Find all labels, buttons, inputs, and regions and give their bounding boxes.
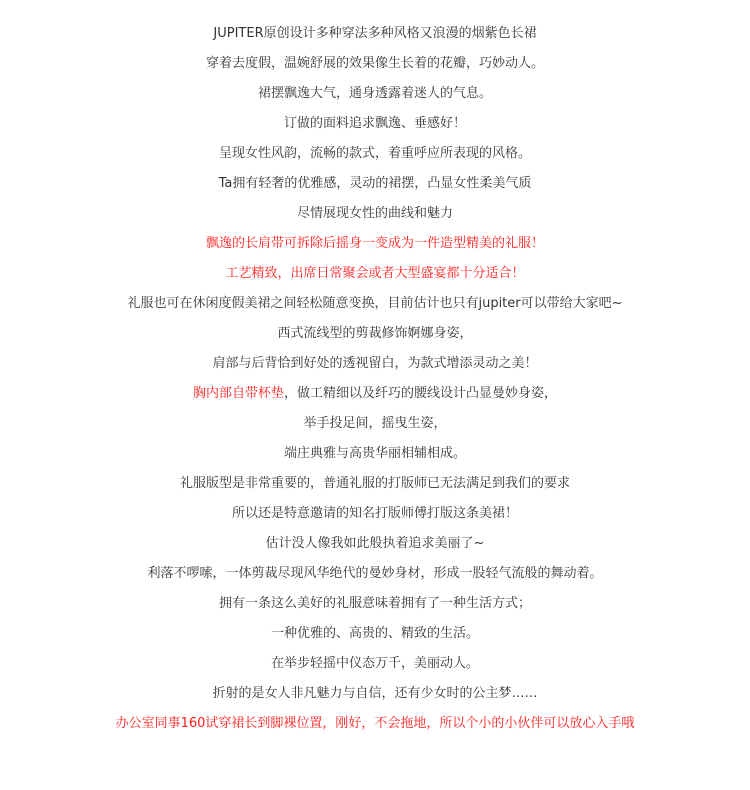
description-text: 在举步轻摇中仪态万千，美丽动人。 xyxy=(270,656,479,671)
description-text: 利落不啰嗦，一体剪裁尽现风华绝代的曼妙身材，形成一股轻气流般的舞动着。 xyxy=(147,566,603,581)
description-text: 所以还是特意邀请的知名打版师傅打版这条美裙！ xyxy=(231,506,518,521)
description-line xyxy=(0,412,750,442)
description-text: 折射的是女人非凡魅力与自信，还有少女时的公主梦…… xyxy=(212,686,538,701)
description-line xyxy=(0,712,750,742)
description-line xyxy=(0,352,750,382)
description-line xyxy=(0,172,750,202)
description-line xyxy=(0,112,750,142)
description-text: 办公室同事160试穿裙长到脚裸位置，刚好，不会拖地，所以个小的小伙伴可以放心入手哦 xyxy=(115,716,635,731)
description-line xyxy=(0,442,750,472)
description-line xyxy=(0,82,750,112)
description-line xyxy=(0,202,750,232)
description-line xyxy=(0,562,750,592)
description-text: 穿着去度假，温婉舒展的效果像生长着的花瓣，巧妙动人。 xyxy=(205,56,544,71)
description-text: Ta拥有轻奢的优雅感，灵动的裙摆，凸显女性柔美气质 xyxy=(218,176,532,191)
description-line xyxy=(0,382,750,412)
description-text: 肩部与后背恰到好处的透视留白，为款式增添灵动之美！ xyxy=(212,356,538,371)
description-text: 胸内部自带杯垫 xyxy=(192,386,284,401)
description-line xyxy=(0,232,750,262)
description-text: 拥有一条这么美好的礼服意味着拥有了一种生活方式； xyxy=(218,596,531,611)
description-line xyxy=(0,592,750,622)
description-line xyxy=(0,502,750,532)
description-line xyxy=(0,652,750,682)
description-line xyxy=(0,262,750,292)
description-text: JUPITER原创设计多种穿法多种风格又浪漫的烟紫色长裙 xyxy=(213,26,537,41)
description-text: 估计没人像我如此般执着追求美丽了~ xyxy=(265,536,485,551)
description-text: 礼服版型是非常重要的，普通礼服的打版师已无法满足到我们的要求 xyxy=(179,476,570,491)
description-text: 飘逸的长肩带可拆除后摇身一变成为一件造型精美的礼服！ xyxy=(205,236,544,251)
description-text: 一种优雅的、高贵的、精致的生活。 xyxy=(270,626,479,641)
description-line xyxy=(0,472,750,502)
description-line xyxy=(0,622,750,652)
description-text: 工艺精致，出席日常聚会或者大型盛宴都十分适合！ xyxy=(225,266,525,281)
description-text: 西式流线型的剪裁修饰婀娜身姿， xyxy=(277,326,473,341)
description-text: 呈现女性风韵，流畅的款式，着重呼应所表现的风格。 xyxy=(218,146,531,161)
description-line xyxy=(0,142,750,172)
description-line xyxy=(0,682,750,712)
description-line xyxy=(0,52,750,82)
description-text: 裙摆飘逸大气，通身透露着迷人的气息。 xyxy=(257,86,492,101)
description-line xyxy=(0,532,750,562)
description-text: ，做工精细以及纤巧的腰线设计凸显曼妙身姿， xyxy=(284,386,558,401)
description-text: 举手投足间，摇曳生姿， xyxy=(303,416,447,431)
description-text: 订做的面料追求飘逸、垂感好！ xyxy=(283,116,466,131)
description-line xyxy=(0,322,750,352)
description-text: 礼服也可在休闲度假美裙之间轻松随意变换，目前估计也只有jupiter可以带给大家吧~ xyxy=(127,296,623,311)
description-line xyxy=(0,22,750,52)
description-line xyxy=(0,292,750,322)
description-text: 端庄典雅与高贵华丽相辅相成。 xyxy=(283,446,466,461)
description-text: 尽情展现女性的曲线和魅力 xyxy=(296,206,453,221)
